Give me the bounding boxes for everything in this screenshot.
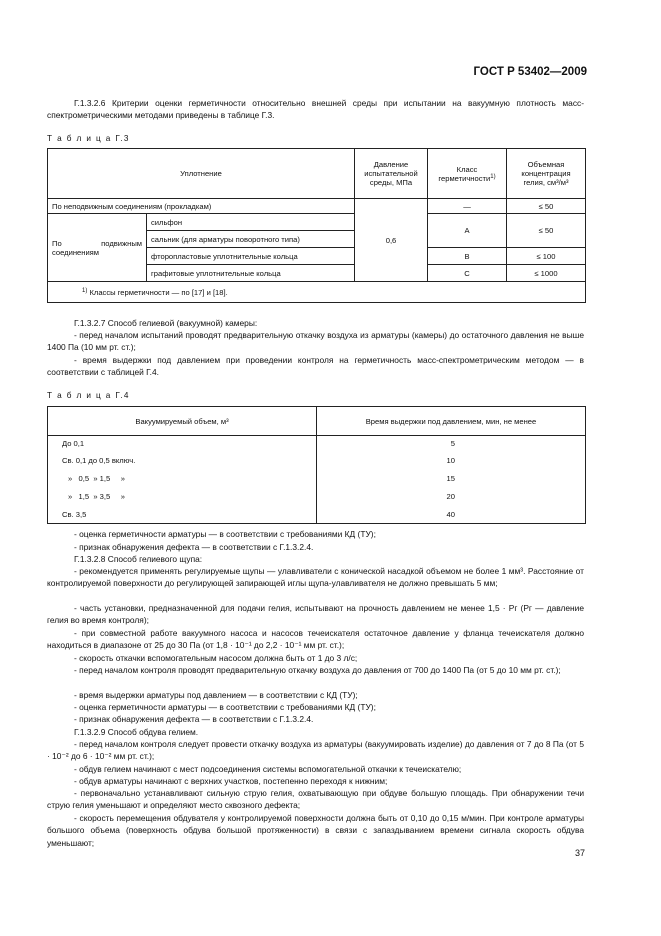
volume-row-5: Св. 3,5 [48, 506, 317, 524]
volume-row-1: До 0,1 [48, 436, 317, 452]
concentration-a: ≤ 50 [507, 214, 586, 248]
fixed-class: — [428, 199, 507, 214]
seal-graphite: графитовые уплотнительные кольца [147, 265, 355, 282]
class-header-label: Класс герметичности [438, 164, 491, 183]
paragraph-4: - рекомендуется применять регулируемые щупы — улавливатели с конической насадкой объемом не более 1 мм³. Расстояние от контролируемой поверхности до регулирующей запирающей иглы щупа-улавливателя не должно превышать 5 мм; [47, 566, 584, 589]
row-fixed-seal: По неподвижным соединениям (прокладкам) [48, 199, 355, 214]
table-g3 [47, 148, 586, 303]
seal-gland: сальник (для арматуры поворотного типа) [147, 231, 355, 248]
col-header-volume: Вакуумируемый объем, м³ [48, 407, 317, 436]
paragraph-12: Г.1.3.2.9 Способ обдува гелием. [74, 727, 199, 737]
paragraph-5: - часть установки, предназначенной для подачи гелия, испытывают на прочность давлением не менее 1,5 · Pг (Pг — давление гелия во время контроля); [47, 603, 584, 626]
paragraph-10: - оценка герметичности арматуры — в соответствии с требованиями КД (ТУ); [74, 702, 376, 712]
paragraph-g1327: Г.1.3.2.7 Способ гелиевой (вакуумной) камеры: [74, 318, 258, 328]
table-g4-caption: Т а б л и ц а Г.4 [47, 391, 130, 400]
col-header-concentration: Объемная концентрация гелия, см³/м³ [507, 149, 586, 199]
paragraph-3: Г.1.3.2.8 Способ гелиевого щупа: [74, 554, 203, 564]
col-header-time: Время выдержки под давлением, мин, не менее [317, 407, 586, 436]
paragraph-17: - скорость перемещения обдувателя у контролируемой поверхности должна быть от 0,10 до 0,15 м/мин. При контроле арматуры большого объема (поверхность обдува большой протяженности) в связи с запаздыванием времени сигнала скорость обдува уменьшают; [47, 813, 584, 848]
seal-fluoroplastic: фторопластовые уплотнительные кольца [147, 248, 355, 265]
paragraph-13: - перед началом контроля следует провести откачку воздуха из арматуры (вакуумировать изделие) до давления от 7 до 8 Па (от 5 · 10⁻² до 6 · 10⁻² мм рт. ст.); [47, 739, 584, 762]
concentration-c: ≤ 1000 [507, 265, 586, 282]
concentration-b: ≤ 100 [507, 248, 586, 265]
document-header: ГОСТ Р 53402—2009 [473, 66, 587, 78]
paragraph-6: - при совместной работе вакуумного насоса и насосов течеискателя остаточное давление у фланца течеискателя должно находиться в диапазоне от 25 до 30 Па (от 1,8 · 10⁻¹ до 2,2 · 10⁻¹ мм рт. ст.); [47, 628, 584, 651]
time-row-2: 10 [317, 452, 586, 470]
col-header-class [428, 149, 507, 199]
paragraph-8: - перед началом контроля проводят предварительную откачку воздуха до давления от 700 до 1400 Па (от 5 до 10 мм рт. ст.); [74, 665, 561, 675]
class-b: В [428, 248, 507, 265]
footnote-text: Классы герметичности — по [17] и [18]. [89, 287, 228, 297]
volume-row-3: » 0,5 » 1,5 » [48, 470, 317, 488]
time-row-3: 15 [317, 470, 586, 488]
paragraph-15: - обдув арматуры начинают с верхних участков, постепенно переходя к нижним; [74, 776, 388, 786]
paragraph-7: - скорость откачки вспомогательным насосом должна быть от 1 до 3 л/с; [74, 653, 358, 663]
time-row-5: 40 [317, 506, 586, 524]
pressure-value: 0,6 [355, 199, 428, 282]
paragraph-hold-time: - время выдержки под давлением при проведении контроля на герметичность масс-спектрометрическим методом — в соответствии с таблицей Г.4. [47, 355, 584, 378]
col-header-pressure: Давление испытательной среды, МПа [355, 149, 428, 199]
table-g4 [47, 406, 586, 524]
paragraph-2: - признак обнаружения дефекта — в соответствии с Г.1.3.2.4. [74, 542, 314, 552]
page-number: 37 [574, 848, 585, 858]
class-a: А [428, 214, 507, 248]
time-row-1: 5 [317, 436, 586, 452]
paragraph-11: - признак обнаружения дефекта — в соответствии с Г.1.3.2.4. [74, 714, 314, 724]
paragraph-g1326: Г.1.3.2.6 Критерии оценки герметичности относительно внешней среды при испытании на вакуумную плотность масс-спектрометрическими методами приведены в таблице Г.3. [47, 98, 584, 121]
footnote-mark: 1) [82, 287, 88, 294]
volume-row-2: Св. 0,1 до 0,5 включ. [48, 452, 317, 470]
paragraph-16: - первоначально устанавливают сильную струю гелия, охватывающую при обдуве большую площадь. При обнаружении течи струю гелия уменьшают и определяют место сквозного дефекта; [47, 788, 584, 811]
moving-joints-label: По подвижным соединениям [48, 214, 147, 282]
class-c: С [428, 265, 507, 282]
fixed-concentration: ≤ 50 [507, 199, 586, 214]
paragraph-14: - обдув гелием начинают с мест подсоединения системы вспомогательной откачки к течеискателю; [74, 764, 462, 774]
paragraph-9: - время выдержки арматуры под давлением — в соответствии с КД (ТУ); [74, 690, 358, 700]
time-row-4: 20 [317, 488, 586, 506]
class-footnote-ref: 1) [490, 173, 496, 180]
volume-row-4: » 1,5 » 3,5 » [48, 488, 317, 506]
table-g3-caption: Т а б л и ц а Г.3 [47, 134, 130, 143]
seal-bellows: сильфон [147, 214, 355, 231]
table-g3-footnote [48, 282, 586, 303]
col-header-seal: Уплотнение [48, 149, 355, 199]
paragraph-1: - оценка герметичности арматуры — в соответствии с требованиями КД (ТУ); [74, 529, 376, 539]
paragraph-pre-evacuation: - перед началом испытаний проводят предварительную откачку воздуха из арматуры (камеры) до остаточного давления не выше 1400 Па (10 мм рт. ст.); [47, 330, 584, 353]
